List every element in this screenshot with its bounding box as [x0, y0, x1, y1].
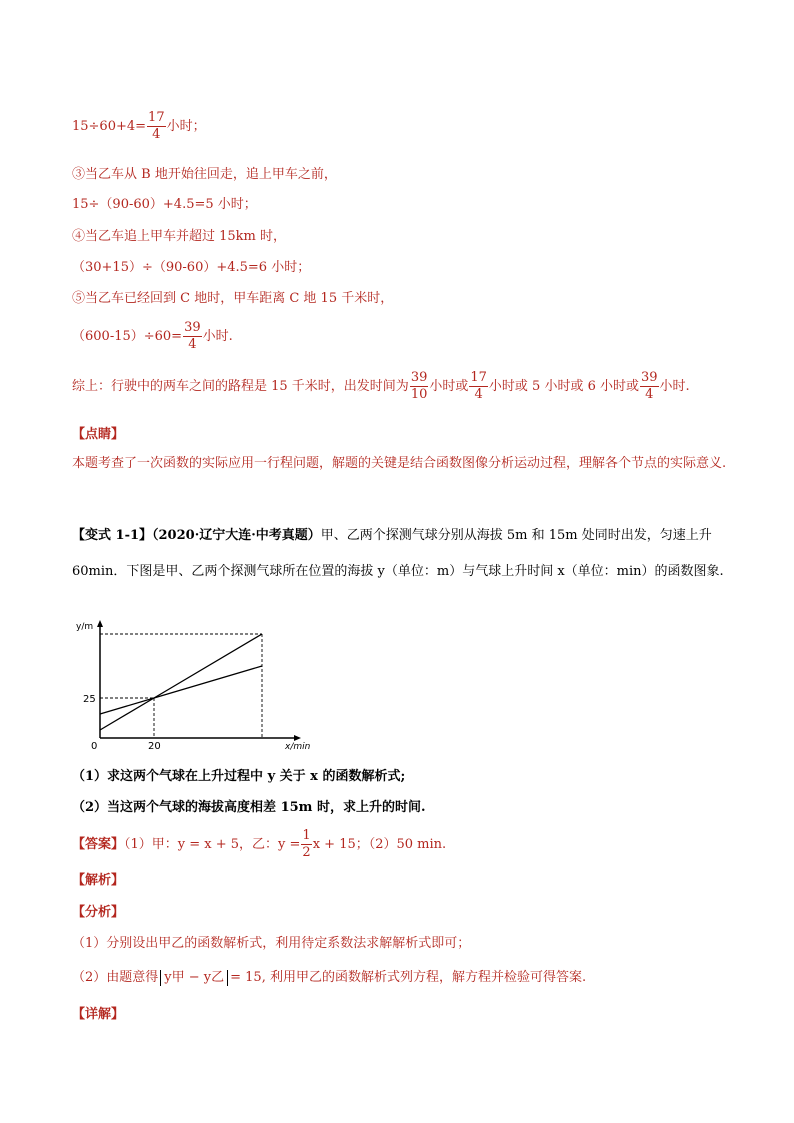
summary-text: 小时或 — [429, 379, 469, 394]
case-5-text: ⑤当乙车已经回到 C 地时，甲车距离 C 地 15 千米时， — [72, 291, 394, 306]
series-line-1 — [100, 634, 262, 730]
x-axis-label: x/min — [285, 742, 311, 752]
summary-text: 小时或 5 小时或 6 小时或 — [488, 379, 639, 394]
y-tick-label: 25 — [83, 694, 96, 705]
denominator: 4 — [474, 387, 483, 402]
question-1: （1）求这两个气球在上升过程中 y 关于 x 的函数解析式; — [72, 769, 406, 784]
summary-text: 综上：行驶中的两车之间的路程是 15 千米时，出发时间为 — [72, 379, 409, 394]
denominator: 10 — [410, 387, 428, 402]
fraction — [183, 320, 202, 353]
function-graph — [72, 617, 311, 752]
numerator: 39 — [410, 370, 428, 385]
calc-text: 小时； — [166, 119, 206, 134]
numerator: 17 — [470, 370, 487, 385]
fraction — [147, 110, 166, 143]
fenxi-heading: 【分析】 — [72, 905, 125, 920]
answer-tag: 【答案】 — [72, 837, 125, 852]
dianjing-heading: 【点睛】 — [72, 427, 125, 442]
numerator: 39 — [184, 320, 201, 335]
fraction — [410, 370, 429, 403]
numerator: 17 — [148, 110, 165, 125]
dianjing-text: 本题考查了一次函数的实际应用一行程问题，解题的关键是结合函数图像分析运动过程，理解各个节点的实际意义. — [72, 456, 727, 471]
calc-line-1 — [72, 110, 206, 143]
jiexi-heading: 【解析】 — [72, 873, 125, 888]
fraction — [301, 828, 311, 861]
summary-line — [72, 370, 690, 403]
xiangjie-heading: 【详解】 — [72, 1007, 125, 1022]
numerator: 1 — [302, 828, 311, 843]
denominator: 2 — [302, 845, 311, 860]
case-4-text: ④当乙车追上甲车并超过 15km 时， — [72, 229, 287, 244]
denominator: 4 — [188, 337, 197, 352]
variant-source: （2020·辽宁大连·中考真题） — [152, 528, 321, 543]
y-axis-arrow — [97, 620, 103, 627]
variant-text: 甲、乙两个探测气球分别从海拔 5m 和 15m 处同时出发，匀速上升 60min．下图是甲、乙两个探测气球所在位置的海拔 y（单位：m）与气球上升时间 x（单位：min）的函数图象. — [72, 528, 724, 579]
case-3-text: ③当乙车从 B 地开始往回走，追上甲车之前， — [72, 167, 337, 182]
variant-question — [72, 518, 727, 590]
absolute-value: y甲 − y乙 — [160, 970, 228, 986]
analysis-text: （2）由题意得 — [72, 970, 159, 985]
denominator: 4 — [152, 127, 161, 142]
answer-text: （1）甲：y = x + 5，乙：y = — [124, 837, 301, 852]
analysis-1: （1）分别设出甲乙的函数解析式，利用待定系数法求解解析式即可； — [72, 936, 471, 951]
fraction — [469, 370, 488, 403]
analysis-text: = 15, 利用甲乙的函数解析式列方程，解方程并检验可得答案. — [230, 970, 587, 985]
variant-tag: 【变式 1-1】 — [72, 528, 153, 543]
calc-text: （600-15）÷60= — [72, 329, 183, 344]
fraction — [640, 370, 659, 403]
calc-text: 小时. — [202, 329, 233, 344]
calc-text: 15÷60+4= — [72, 119, 147, 134]
numerator: 39 — [641, 370, 658, 385]
summary-text: 小时. — [659, 379, 690, 394]
analysis-2 — [72, 969, 586, 987]
answer-text: x + 15；（2）50 min. — [312, 837, 447, 852]
x-tick-label: 20 — [148, 741, 161, 752]
y-axis-label: y/m — [76, 622, 94, 632]
series-line-2 — [100, 666, 262, 714]
x-axis-arrow — [294, 735, 301, 741]
origin-label: 0 — [91, 741, 98, 752]
case-5-calc — [72, 320, 233, 353]
case-4-calc: （30+15）÷（90-60）+4.5=6 小时； — [72, 260, 311, 275]
case-3-calc: 15÷（90-60）+4.5=5 小时； — [72, 197, 257, 212]
answer-line — [72, 828, 446, 861]
question-2: （2）当这两个气球的海拔高度相差 15m 时，求上升的时间. — [72, 800, 426, 815]
denominator: 4 — [645, 387, 654, 402]
